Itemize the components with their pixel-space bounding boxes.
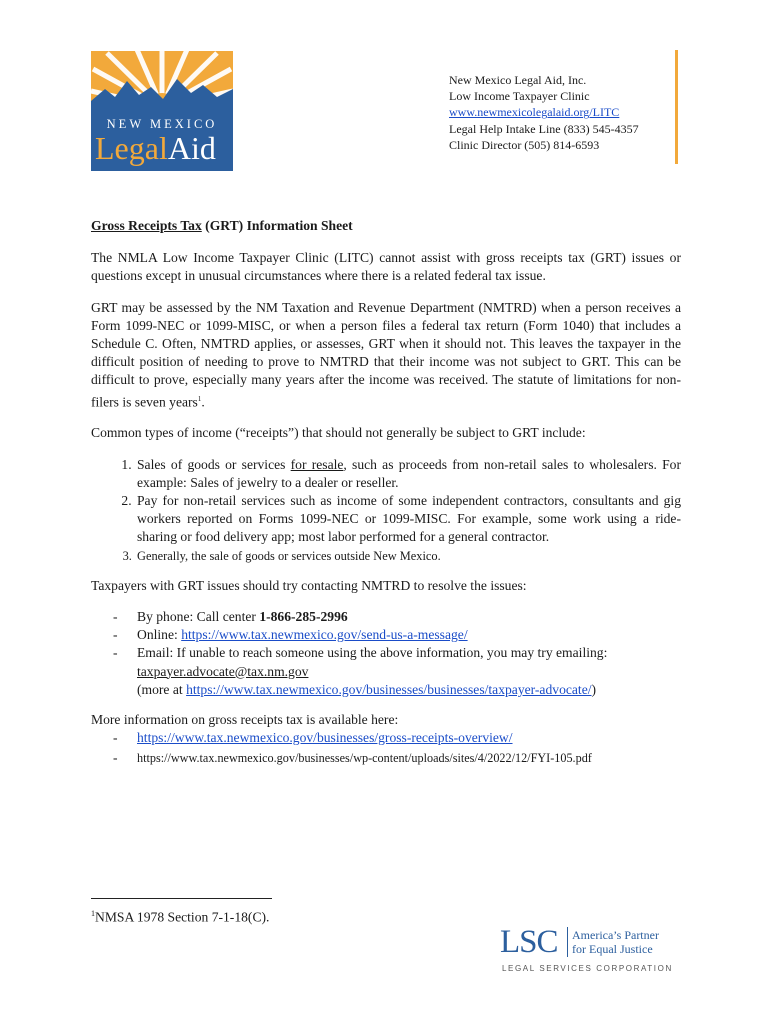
- list-item: 3. Generally, the sale of goods or services outside New Mexico.: [135, 547, 681, 565]
- contact-director: Clinic Director (505) 814-6593: [449, 137, 600, 152]
- email-address[interactable]: taxpayer.advocate@tax.nm.gov: [137, 663, 309, 679]
- paragraph-grt: [91, 299, 681, 412]
- contact-intake: Legal Help Intake Line (833) 545-4357: [449, 121, 639, 136]
- grt-overview-link[interactable]: https://www.tax.newmexico.gov/businesses/gross-receipts-overview/: [137, 730, 513, 746]
- title-rest: (GRT) Information Sheet: [201, 218, 353, 233]
- footnote: [91, 909, 269, 926]
- email-label: Email: If unable to reach someone using the above information, you may try emailing:: [137, 645, 608, 661]
- more-prefix: (more at: [137, 681, 187, 697]
- nmtrd-contact-list: [91, 608, 681, 699]
- nmla-logo: [91, 51, 233, 171]
- lsc-tagline-1: America’s Partner: [572, 928, 659, 942]
- lsc-tagline-2: for Equal Justice: [572, 942, 653, 956]
- document-body: [91, 217, 681, 768]
- dash-bullet: -: [113, 645, 118, 661]
- lsc-letters: LSC: [500, 924, 558, 960]
- item1-text: Sales of goods or services: [137, 456, 291, 472]
- paragraph-income-types: Common types of income (“receipts”) that should not generally be subject to GRT include:: [91, 425, 586, 441]
- list-item: [135, 456, 681, 492]
- item1-text-end: , such as proceeds from non-retail sales to wholesalers. For example: Sales of jewelry to a dealer or reseller.: [137, 456, 681, 490]
- dash-bullet: -: [113, 627, 118, 643]
- logo-legal-word: Legal: [95, 130, 168, 166]
- title-underlined: Gross Receipts Tax: [91, 218, 202, 233]
- logo-aid-word: Aid: [167, 130, 216, 166]
- paragraph-litc: The NMLA Low Income Taxpayer Clinic (LITC) cannot assist with gross receipts tax (GRT) issues or questions except in unusual circumstances where there is a related federal tax issue.: [91, 250, 681, 284]
- dash-bullet: -: [113, 730, 118, 746]
- fyi-105-url[interactable]: https://www.tax.newmexico.gov/businesses/wp-content/uploads/sites/4/2022/12/FYI-105.pdf: [137, 751, 592, 766]
- more-info-list: [91, 729, 681, 767]
- lsc-divider: [567, 927, 568, 957]
- footnote-text: NMSA 1978 Section 7-1-18(C).: [95, 909, 270, 925]
- online-link[interactable]: https://www.tax.newmexico.gov/send-us-a-message/: [181, 627, 468, 643]
- list-item: [91, 608, 681, 626]
- orange-divider: [675, 50, 678, 164]
- contact-website-link[interactable]: www.newmexicolegalaid.org/LITC: [449, 105, 620, 120]
- taxpayer-advocate-link[interactable]: https://www.tax.newmexico.gov/businesses/businesses/taxpayer-advocate/: [186, 681, 592, 697]
- lsc-logo: [500, 924, 673, 976]
- mountain-sun-graphic: [91, 51, 233, 113]
- footnote-ref[interactable]: 1: [197, 394, 202, 403]
- logo-legal-aid: [95, 130, 216, 166]
- list-item: [91, 729, 681, 747]
- income-list: [91, 456, 681, 565]
- paragraph-more-info: More information on gross receipts tax is available here:: [91, 712, 399, 727]
- sunrise-mountains-icon: [91, 51, 233, 113]
- page-title: [91, 217, 681, 235]
- contact-org: New Mexico Legal Aid, Inc.: [449, 73, 587, 87]
- paragraph-grt-text: GRT may be assessed by the NM Taxation and Revenue Department (NMTRD) when a person receives a Form 1099-NEC or 1099-MISC, or when a person files a federal tax return (Form 1040) that includes a Schedule C. Often, NMTRD applies, or assesses, GRT when it should not. This leaves the taxpayer in the difficult position of needing to prove to NMTRD that their income was not subject to GRT. This can be difficult to prove, especially many years after the income was received. The statute of limitations for non-filers is seven years: [91, 299, 681, 410]
- footnote-divider: [91, 898, 272, 899]
- logo-band: [91, 113, 233, 171]
- phone-number: 1-866-285-2996: [259, 608, 348, 624]
- contact-block: [449, 72, 639, 153]
- list-item: [91, 749, 681, 767]
- paragraph-grt-end: .: [201, 394, 205, 410]
- contact-clinic: Low Income Taxpayer Clinic: [449, 89, 590, 104]
- lsc-corporation: LEGAL SERVICES CORPORATION: [502, 964, 673, 973]
- list-item: [91, 626, 681, 644]
- paragraph-contact-nmtrd: Taxpayers with GRT issues should try contacting NMTRD to resolve the issues:: [91, 577, 527, 593]
- list-item: [91, 644, 681, 699]
- item1-underlined: for resale: [290, 456, 344, 472]
- footnote-marker: 1: [91, 909, 95, 918]
- list-item: 2. Pay for non-retail services such as income of some independent contractors, consultants and gig workers reported on Forms 1099-NEC or 1099-MISC. For example, some work using a ride-sharing or food delivery app; most labor performed for a general contractor.: [135, 492, 681, 547]
- online-label: Online:: [137, 627, 182, 643]
- more-suffix: ): [591, 681, 597, 697]
- logo-new-mexico: NEW MEXICO: [106, 117, 218, 131]
- dash-bullet: -: [113, 750, 118, 766]
- phone-label: By phone: Call center: [137, 608, 260, 624]
- dash-bullet: -: [113, 608, 118, 624]
- lsc-tagline: [572, 928, 659, 956]
